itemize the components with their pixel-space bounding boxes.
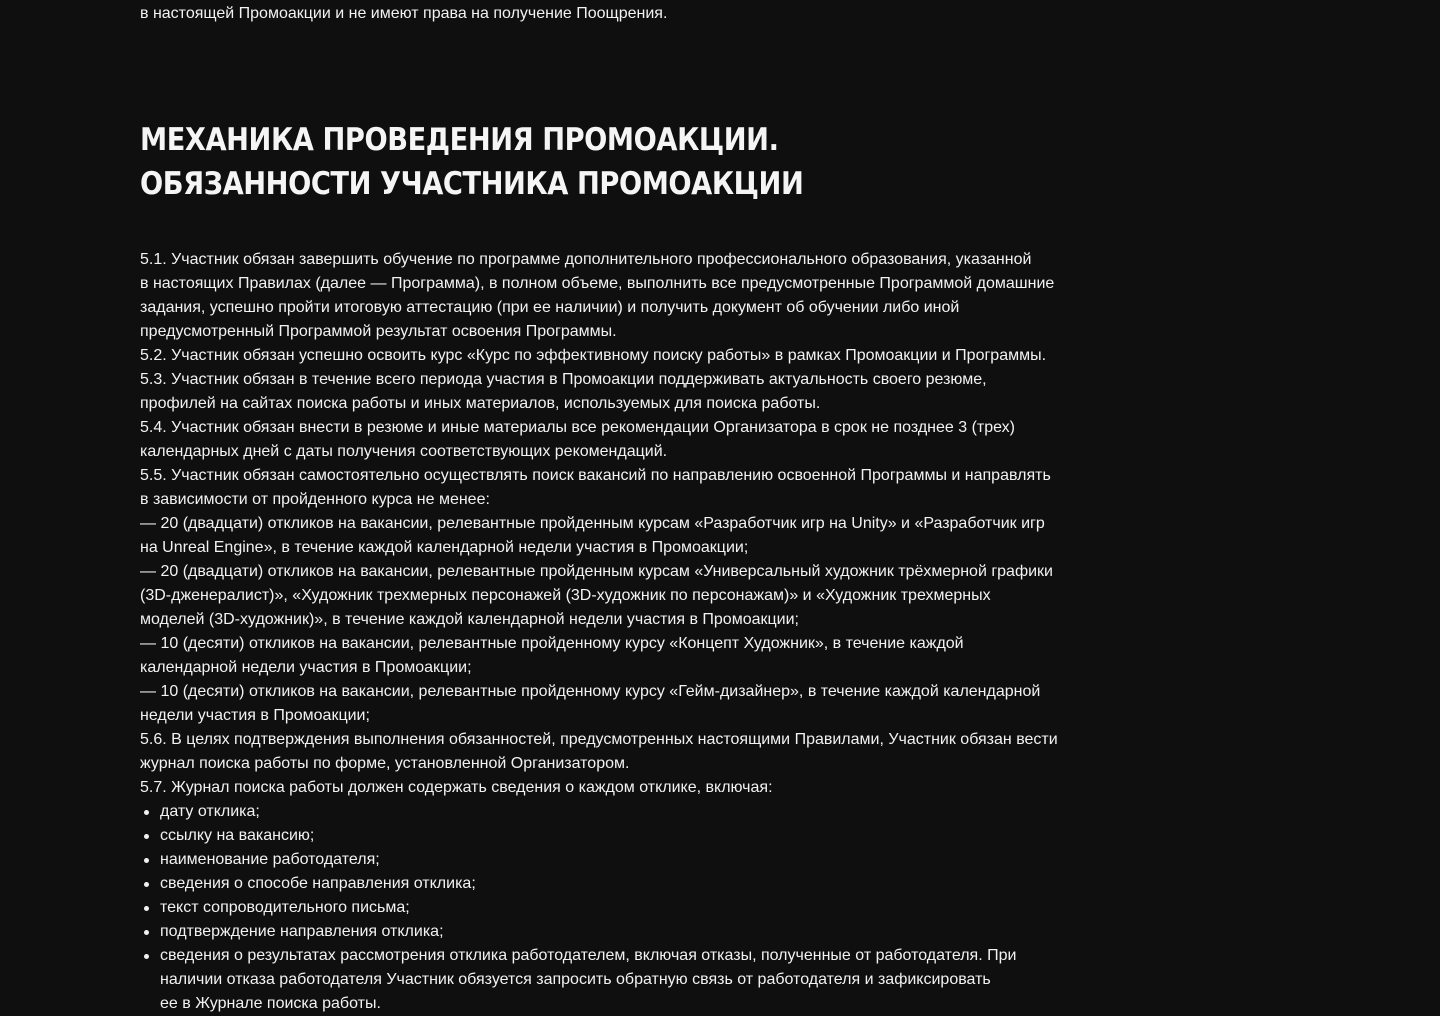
- rule-paragraph: [140, 560, 1120, 632]
- paragraph-line: недели участия в Промоакции;: [140, 707, 370, 724]
- rule-paragraph: [140, 416, 1120, 464]
- list-item-line: сведения о результатах рассмотрения отклика работодателем, включая отказы, полученные от работодателя. При: [160, 947, 1017, 964]
- paragraph-line: (3D-дженералист)», «Художник трехмерных персонажей (3D-художник по персонажам)» и «Художник трехмерных: [140, 587, 991, 604]
- list-item: [140, 920, 1120, 944]
- section-heading: [140, 118, 803, 206]
- paragraph-line: 5.4. Участник обязан внести в резюме и иные материалы все рекомендации Организатора в срок не позднее 3 (трех): [140, 419, 1015, 436]
- journal-requirements-list: [140, 800, 1120, 1016]
- rule-paragraph: [140, 464, 1120, 512]
- list-item: [140, 824, 1120, 848]
- list-item: [140, 800, 1120, 824]
- paragraph-line: 5.6. В целях подтверждения выполнения обязанностей, предусмотренных настоящими Правилами, Участник обязан вести: [140, 731, 1058, 748]
- list-item-line: сведения о способе направления отклика;: [160, 875, 476, 892]
- paragraph-line: в зависимости от пройденного курса не менее:: [140, 491, 490, 508]
- section-body: [140, 248, 1120, 1016]
- paragraph-line: журнал поиска работы по форме, установленной Организатором.: [140, 755, 630, 772]
- list-item-line: наименование работодателя;: [160, 851, 380, 868]
- paragraph-line: — 10 (десяти) откликов на вакансии, релевантные пройденному курсу «Гейм-дизайнер», в течение каждой календарной: [140, 683, 1041, 700]
- list-item-line: наличии отказа работодателя Участник обязуется запросить обратную связь от работодателя и зафиксировать: [160, 971, 991, 988]
- rule-paragraph: [140, 344, 1120, 368]
- list-item-line: дату отклика;: [160, 803, 260, 820]
- paragraph-line: в настоящих Правилах (далее — Программа), в полном объеме, выполнить все предусмотренные Программой домашние: [140, 275, 1055, 292]
- paragraph-line: — 10 (десяти) откликов на вакансии, релевантные пройденному курсу «Концепт Художник», в течение каждой: [140, 635, 964, 652]
- rule-paragraph: [140, 632, 1120, 680]
- paragraph-line: предусмотренный Программой результат освоения Программы.: [140, 323, 617, 340]
- paragraph-line: календарной недели участия в Промоакции;: [140, 659, 472, 676]
- rule-paragraph: [140, 248, 1120, 344]
- paragraph-line: 5.7. Журнал поиска работы должен содержать сведения о каждом отклике, включая:: [140, 779, 773, 796]
- paragraph-line: календарных дней с даты получения соответствующих рекомендаций.: [140, 443, 668, 460]
- paragraph-line: моделей (3D-художник)», в течение каждой календарной недели участия в Промоакции;: [140, 611, 799, 628]
- paragraph-line: 5.1. Участник обязан завершить обучение по программе дополнительного профессионального образования, указанной: [140, 251, 1032, 268]
- rule-paragraph: [140, 776, 1120, 800]
- paragraph-list: [140, 248, 1120, 800]
- rule-paragraph: [140, 680, 1120, 728]
- rule-paragraph: [140, 368, 1120, 416]
- paragraph-line: задания, успешно пройти итоговую аттестацию (при ее наличии) и получить документ об обучении либо иной: [140, 299, 960, 316]
- paragraph-line: — 20 (двадцати) откликов на вакансии, релевантные пройденным курсам «Разработчик игр на Unity» и «Разработчик игр: [140, 515, 1045, 532]
- list-item-line: текст сопроводительного письма;: [160, 899, 410, 916]
- list-item-line: ее в Журнале поиска работы.: [160, 995, 381, 1012]
- list-item: [140, 848, 1120, 872]
- paragraph-line: 5.2. Участник обязан успешно освоить курс «Курс по эффективному поиску работы» в рамках Промоакции и Программы.: [140, 347, 1047, 364]
- rule-paragraph: [140, 728, 1120, 776]
- list-item-line: подтверждение направления отклика;: [160, 923, 444, 940]
- rule-paragraph: [140, 512, 1120, 560]
- section-heading-line-1: МЕХАНИКА ПРОВЕДЕНИЯ ПРОМОАКЦИИ.: [140, 122, 779, 158]
- section-heading-line-2: ОБЯЗАННОСТИ УЧАСТНИКА ПРОМОАКЦИИ: [140, 166, 804, 202]
- paragraph-line: на Unreal Engine», в течение каждой календарной недели участия в Промоакции;: [140, 539, 749, 556]
- list-item: [140, 944, 1120, 1016]
- paragraph-line: 5.5. Участник обязан самостоятельно осуществлять поиск вакансий по направлению освоенной Программы и направлять: [140, 467, 1051, 484]
- intro-text: в настоящей Промоакции и не имеют права на получение Поощрения.: [140, 5, 668, 22]
- list-item-line: ссылку на вакансию;: [160, 827, 315, 844]
- paragraph-line: профилей на сайтах поиска работы и иных материалов, используемых для поиска работы.: [140, 395, 821, 412]
- list-item: [140, 896, 1120, 920]
- list-item: [140, 872, 1120, 896]
- paragraph-line: — 20 (двадцати) откликов на вакансии, релевантные пройденным курсам «Универсальный художник трёхмерной графики: [140, 563, 1053, 580]
- paragraph-line: 5.3. Участник обязан в течение всего периода участия в Промоакции поддерживать актуальность своего резюме,: [140, 371, 987, 388]
